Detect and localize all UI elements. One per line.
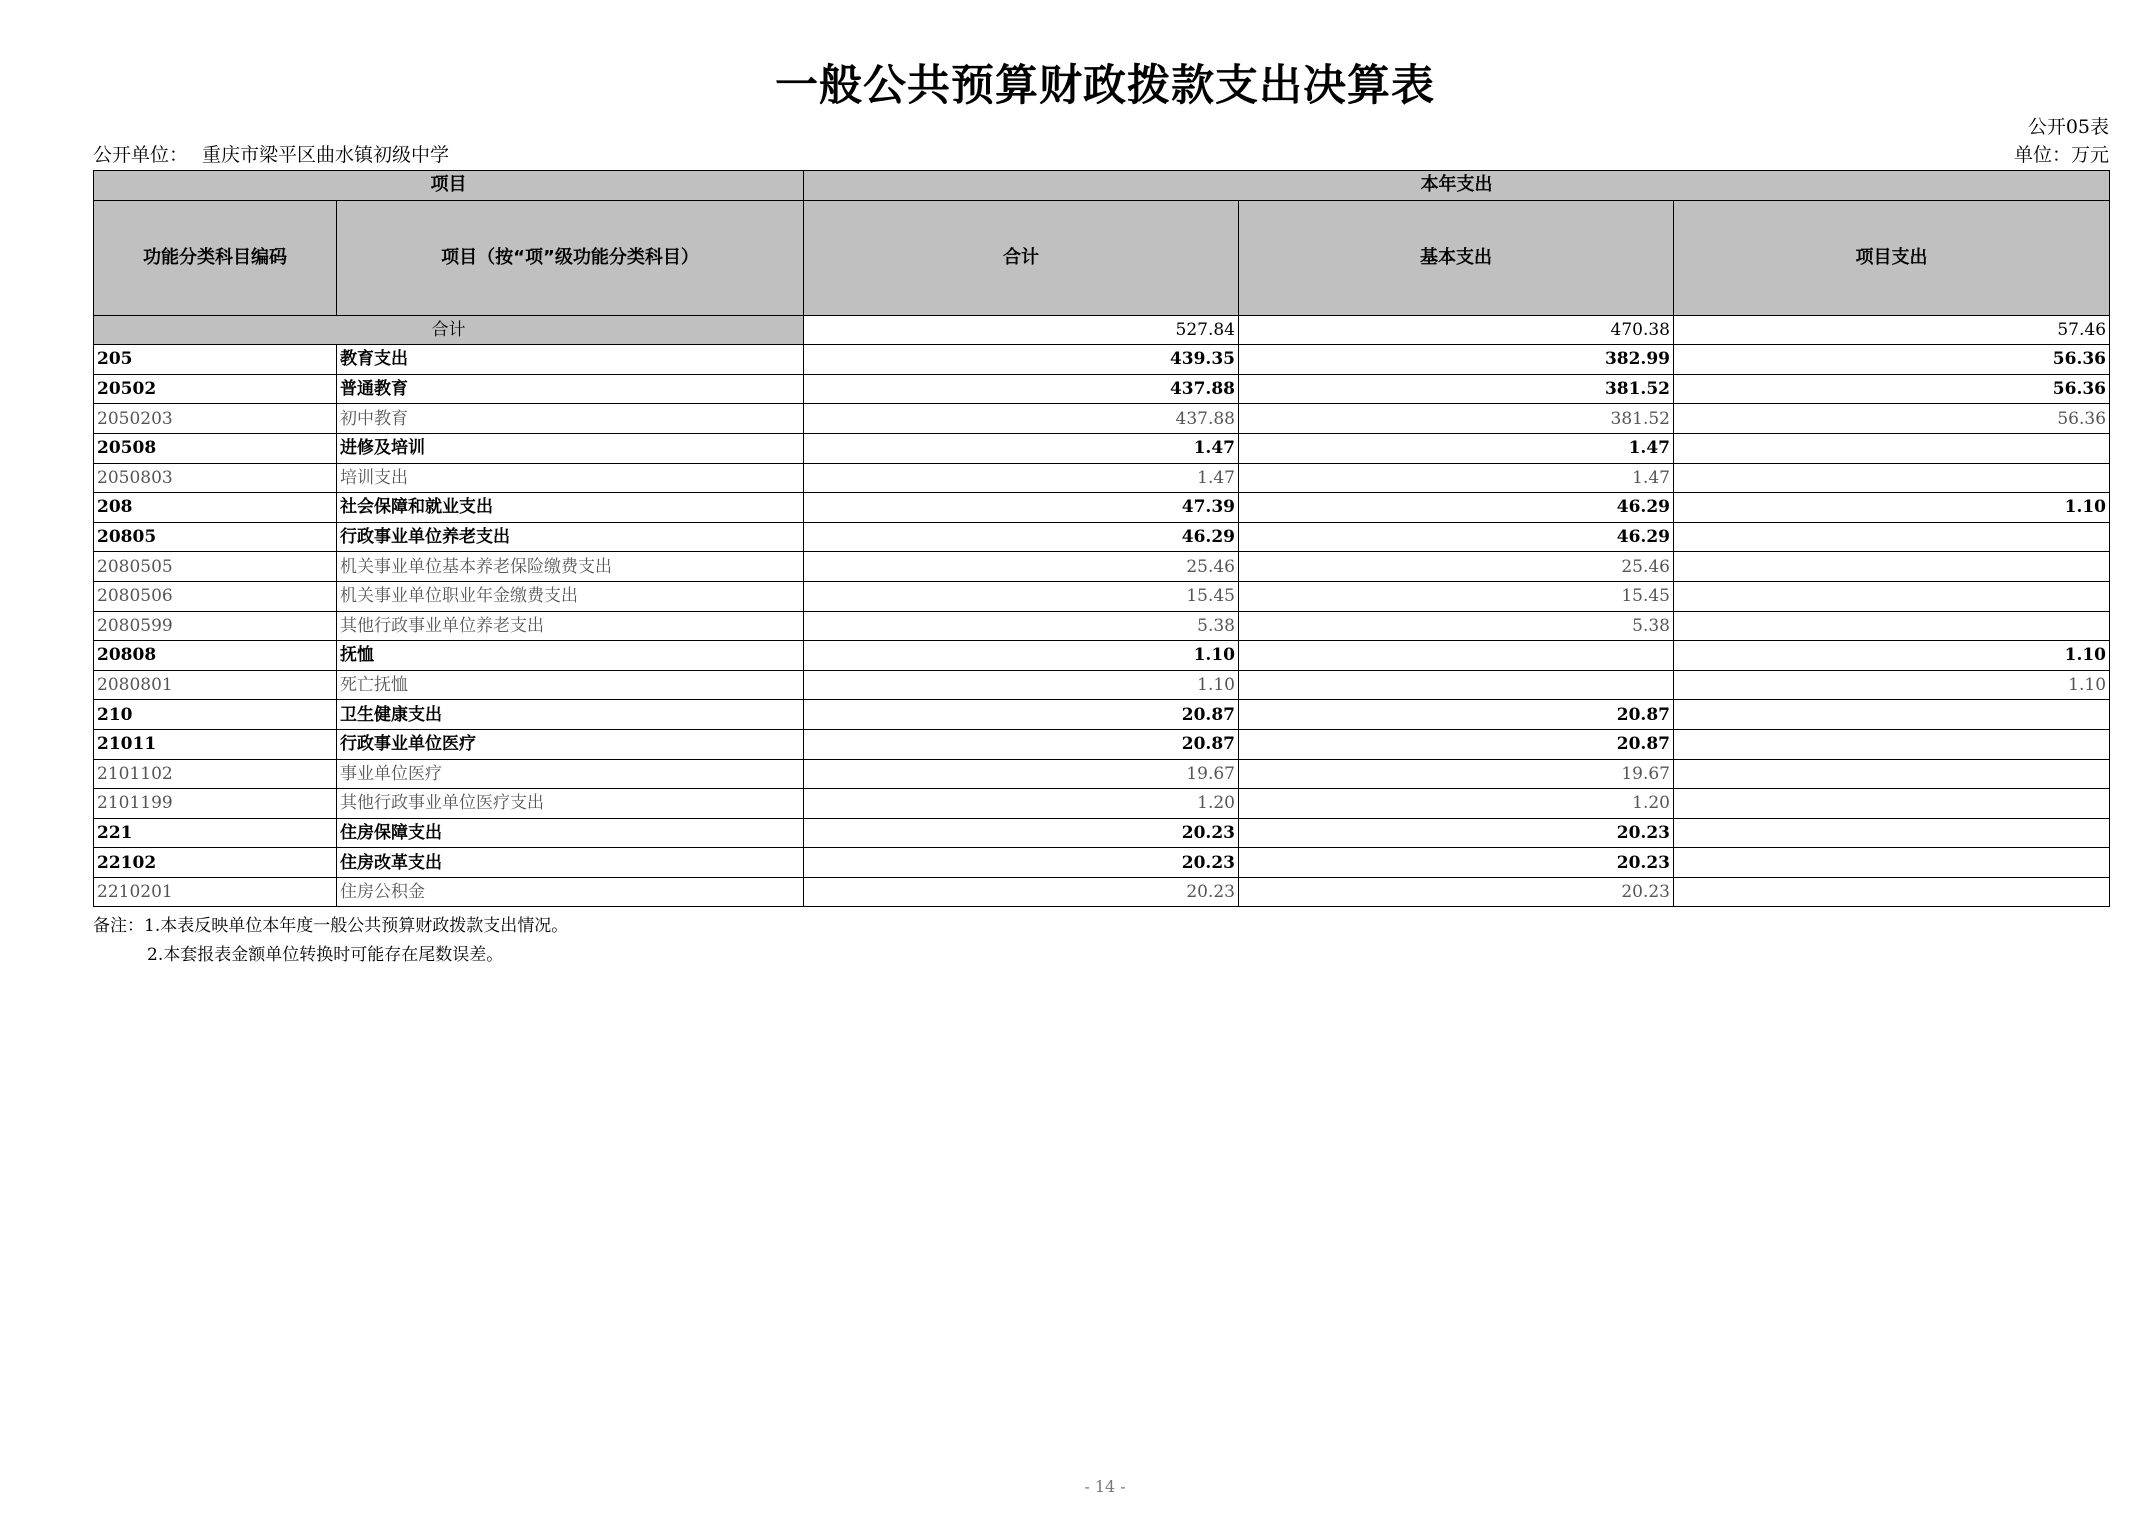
row-item-name: 死亡抚恤 (337, 670, 804, 700)
row-code: 2050803 (94, 463, 337, 493)
row-project (1674, 522, 2110, 552)
row-code: 2080506 (94, 581, 337, 611)
row-code: 2050203 (94, 404, 337, 434)
row-basic: 46.29 (1239, 522, 1674, 552)
row-code: 2101199 (94, 789, 337, 819)
row-project (1674, 729, 2110, 759)
row-item-name: 住房改革支出 (337, 848, 804, 878)
row-item-name: 教育支出 (337, 345, 804, 375)
row-total: 25.46 (804, 552, 1239, 582)
form-number: 公开05表 (2027, 116, 2109, 138)
header-total: 合计 (804, 200, 1239, 315)
row-code: 210 (94, 700, 337, 730)
header-row-2 (94, 200, 2110, 315)
row-project: 1.10 (1674, 641, 2110, 671)
row-total: 437.88 (804, 404, 1239, 434)
row-basic: 25.46 (1239, 552, 1674, 582)
page-title: 一般公共预算财政拨款支出决算表 (775, 61, 1435, 111)
row-item-name: 住房公积金 (337, 877, 804, 907)
row-project (1674, 700, 2110, 730)
row-basic: 20.87 (1239, 729, 1674, 759)
notes (93, 912, 568, 970)
expenditure-table (93, 170, 2110, 907)
row-project (1674, 877, 2110, 907)
row-project (1674, 611, 2110, 641)
reporting-unit-name: 重庆市梁平区曲水镇初级中学 (202, 144, 450, 166)
row-basic: 382.99 (1239, 345, 1674, 375)
row-project: 56.36 (1674, 345, 2110, 375)
row-total: 1.10 (804, 641, 1239, 671)
row-item-name: 事业单位医疗 (337, 759, 804, 789)
row-project (1674, 848, 2110, 878)
row-item-name: 行政事业单位医疗 (337, 729, 804, 759)
row-code: 205 (94, 345, 337, 375)
reporting-unit (93, 140, 463, 167)
row-total: 1.10 (804, 670, 1239, 700)
row-basic (1239, 670, 1674, 700)
row-code: 21011 (94, 729, 337, 759)
row-project: 1.10 (1674, 670, 2110, 700)
row-code: 221 (94, 818, 337, 848)
page-number: - 14 - (1084, 1477, 1126, 1496)
row-total: 439.35 (804, 345, 1239, 375)
row-basic: 1.20 (1239, 789, 1674, 819)
table-row (94, 552, 2110, 582)
total-row-basic: 470.38 (1239, 315, 1674, 345)
total-row-label: 合计 (94, 315, 804, 345)
table-row (94, 848, 2110, 878)
row-item-name: 住房保障支出 (337, 818, 804, 848)
row-project (1674, 433, 2110, 463)
row-total: 15.45 (804, 581, 1239, 611)
row-basic: 46.29 (1239, 493, 1674, 523)
row-basic: 1.47 (1239, 433, 1674, 463)
row-project (1674, 818, 2110, 848)
table-row (94, 611, 2110, 641)
header-basic: 基本支出 (1239, 200, 1674, 315)
row-code: 22102 (94, 848, 337, 878)
row-total: 20.87 (804, 700, 1239, 730)
row-item-name: 初中教育 (337, 404, 804, 434)
currency-unit: 单位：万元 (2013, 144, 2109, 166)
row-code: 2080801 (94, 670, 337, 700)
row-code: 2080505 (94, 552, 337, 582)
row-code: 20805 (94, 522, 337, 552)
table-row (94, 463, 2110, 493)
table-row (94, 700, 2110, 730)
table-row (94, 581, 2110, 611)
row-total: 20.87 (804, 729, 1239, 759)
row-item-name: 行政事业单位养老支出 (337, 522, 804, 552)
row-basic: 1.47 (1239, 463, 1674, 493)
row-total: 1.47 (804, 463, 1239, 493)
row-project (1674, 581, 2110, 611)
table-row (94, 433, 2110, 463)
row-code: 20808 (94, 641, 337, 671)
header-project-expense: 项目支出 (1674, 200, 2110, 315)
row-item-name: 卫生健康支出 (337, 700, 804, 730)
row-basic: 19.67 (1239, 759, 1674, 789)
header-row-1 (94, 171, 2110, 201)
row-total: 47.39 (804, 493, 1239, 523)
table-row (94, 374, 2110, 404)
table-row (94, 818, 2110, 848)
row-project (1674, 463, 2110, 493)
row-item-name: 进修及培训 (337, 433, 804, 463)
row-total: 46.29 (804, 522, 1239, 552)
row-item-name: 普通教育 (337, 374, 804, 404)
row-project: 56.36 (1674, 374, 2110, 404)
row-item-name: 其他行政事业单位养老支出 (337, 611, 804, 641)
row-basic: 20.23 (1239, 877, 1674, 907)
row-basic: 381.52 (1239, 404, 1674, 434)
table-row (94, 493, 2110, 523)
row-basic: 20.87 (1239, 700, 1674, 730)
table-row (94, 522, 2110, 552)
row-total: 1.20 (804, 789, 1239, 819)
row-code: 208 (94, 493, 337, 523)
row-item-name: 机关事业单位基本养老保险缴费支出 (337, 552, 804, 582)
row-total: 20.23 (804, 848, 1239, 878)
header-current-year: 本年支出 (804, 171, 2110, 201)
table-row (94, 759, 2110, 789)
total-row-total: 527.84 (804, 315, 1239, 345)
row-project (1674, 759, 2110, 789)
row-total: 437.88 (804, 374, 1239, 404)
row-project (1674, 552, 2110, 582)
header-item: 项目（按“项”级功能分类科目） (337, 200, 804, 315)
row-basic: 381.52 (1239, 374, 1674, 404)
total-row-project: 57.46 (1674, 315, 2110, 345)
row-total: 1.47 (804, 433, 1239, 463)
table-row (94, 789, 2110, 819)
row-item-name: 培训支出 (337, 463, 804, 493)
table-row (94, 729, 2110, 759)
row-total: 20.23 (804, 877, 1239, 907)
row-item-name: 机关事业单位职业年金缴费支出 (337, 581, 804, 611)
row-project: 1.10 (1674, 493, 2110, 523)
row-basic: 15.45 (1239, 581, 1674, 611)
row-code: 2101102 (94, 759, 337, 789)
row-basic: 20.23 (1239, 848, 1674, 878)
row-total: 5.38 (804, 611, 1239, 641)
row-basic: 5.38 (1239, 611, 1674, 641)
row-code: 2210201 (94, 877, 337, 907)
table-row (94, 345, 2110, 375)
row-project (1674, 789, 2110, 819)
row-total: 19.67 (804, 759, 1239, 789)
row-item-name: 社会保障和就业支出 (337, 493, 804, 523)
row-project: 56.36 (1674, 404, 2110, 434)
row-basic (1239, 641, 1674, 671)
row-code: 20502 (94, 374, 337, 404)
table-row (94, 404, 2110, 434)
reporting-unit-label: 公开单位： (93, 144, 189, 166)
row-code: 2080599 (94, 611, 337, 641)
table-row (94, 877, 2110, 907)
header-project: 项目 (94, 171, 804, 201)
table-row (94, 641, 2110, 671)
note-2: 2.本套报表金额单位转换时可能存在尾数误差。 (147, 945, 504, 965)
note-1: 备注：1.本表反映单位本年度一般公共预算财政拨款支出情况。 (93, 916, 569, 936)
total-row (94, 315, 2110, 345)
row-code: 20508 (94, 433, 337, 463)
row-item-name: 其他行政事业单位医疗支出 (337, 789, 804, 819)
table-row (94, 670, 2110, 700)
row-basic: 20.23 (1239, 818, 1674, 848)
row-item-name: 抚恤 (337, 641, 804, 671)
header-code: 功能分类科目编码 (94, 200, 337, 315)
row-total: 20.23 (804, 818, 1239, 848)
